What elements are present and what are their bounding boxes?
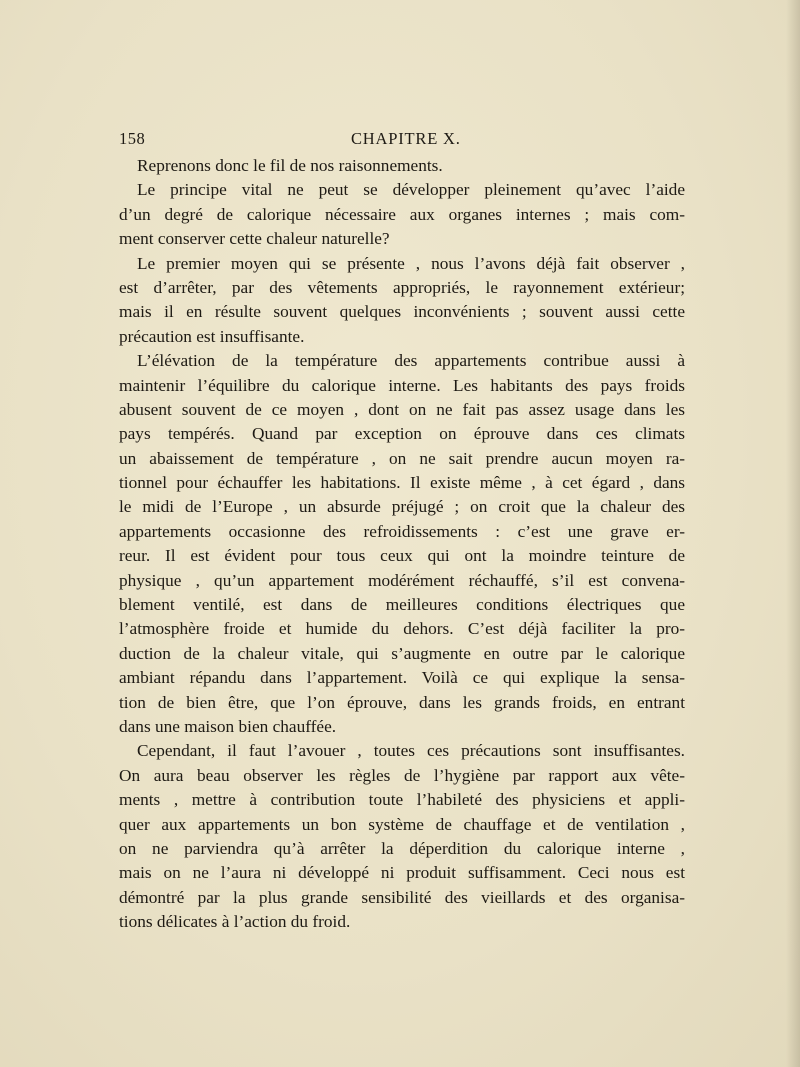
- text-line: appartements occasionne des refroidissements : c’est une grave er-: [119, 521, 685, 541]
- text-line: maintenir l’équilibre du calorique interne. Les habitants des pays froids: [119, 375, 685, 395]
- text-line: tion de bien être, que l’on éprouve, dans les grands froids, en entrant: [119, 692, 685, 712]
- text-line: ment conserver cette chaleur naturelle?: [119, 229, 390, 249]
- text-line: Reprenons donc le fil de nos raisonnements.: [137, 156, 443, 175]
- text-line: reur. Il est évident pour tous ceux qui ont la moindre teinture de: [119, 546, 685, 566]
- text-line: ambiant répandu dans l’appartement. Voilà ce qui explique la sensa-: [119, 668, 685, 688]
- page-header: [119, 129, 681, 153]
- text-line: tionnel pour échauffer les habitations. Il existe même , à cet égard , dans: [119, 473, 685, 493]
- text-line: un abaissement de température , on ne sait prendre aucun moyen ra-: [119, 448, 685, 468]
- page-number: 158: [119, 129, 146, 148]
- text-line: démontré par la plus grande sensibilité des vieillards et des organisa-: [119, 887, 685, 907]
- text-line: le midi de l’Europe , un absurde préjugé ; on croit que la chaleur des: [119, 497, 685, 517]
- text-line: Le principe vital ne peut se développer pleinement qu’avec l’aide: [137, 180, 685, 200]
- text-line: ments , mettre à contribution toute l’habileté des physiciens et appli-: [119, 790, 685, 810]
- text-line: tions délicates à l’action du froid.: [119, 912, 351, 932]
- text-line: quer aux appartements un bon système de chauffage et de ventilation ,: [119, 814, 685, 834]
- text-line: précaution est insuffisante.: [119, 326, 305, 346]
- text-line: on ne parviendra qu’à arrêter la déperdition du calorique interne ,: [119, 838, 685, 858]
- text-line: est d’arrêter, par des vêtements appropriés, le rayonnement extérieur;: [119, 277, 685, 297]
- text-line: duction de la chaleur vitale, qui s’augmente en outre par le calorique: [119, 643, 685, 663]
- text-line: d’un degré de calorique nécessaire aux organes internes ; mais com-: [119, 204, 685, 224]
- text-line: Cependant, il faut l’avouer , toutes ces précautions sont insuffisantes.: [137, 741, 685, 761]
- text-line: physique , qu’un appartement modérément réchauffé, s’il est convena-: [119, 570, 685, 590]
- body-text: [119, 154, 685, 935]
- text-line: mais il en résulte souvent quelques inconvénients ; souvent aussi cette: [119, 302, 685, 322]
- text-line: L’élévation de la température des appartements contribue aussi à: [137, 351, 685, 371]
- text-line: blement ventilé, est dans de meilleures conditions électriques que: [119, 595, 685, 615]
- text-line: dans une maison bien chauffée.: [119, 716, 337, 736]
- text-line: l’atmosphère froide et humide du dehors. C’est déjà faciliter la pro-: [119, 619, 685, 639]
- text-line: pays tempérés. Quand par exception on éprouve dans ces climats: [119, 424, 685, 444]
- running-head: CHAPITRE X.: [351, 129, 461, 148]
- text-line: Le premier moyen qui se présente , nous l’avons déjà fait observer ,: [137, 253, 685, 273]
- text-line: mais on ne l’aura ni développé ni produit suffisamment. Ceci nous est: [119, 863, 685, 883]
- text-line: abusent souvent de ce moyen , dont on ne fait pas assez usage dans les: [119, 399, 685, 419]
- text-line: On aura beau observer les règles de l’hygiène par rapport aux vête-: [119, 765, 685, 785]
- page-edge-shadow: [786, 0, 800, 1067]
